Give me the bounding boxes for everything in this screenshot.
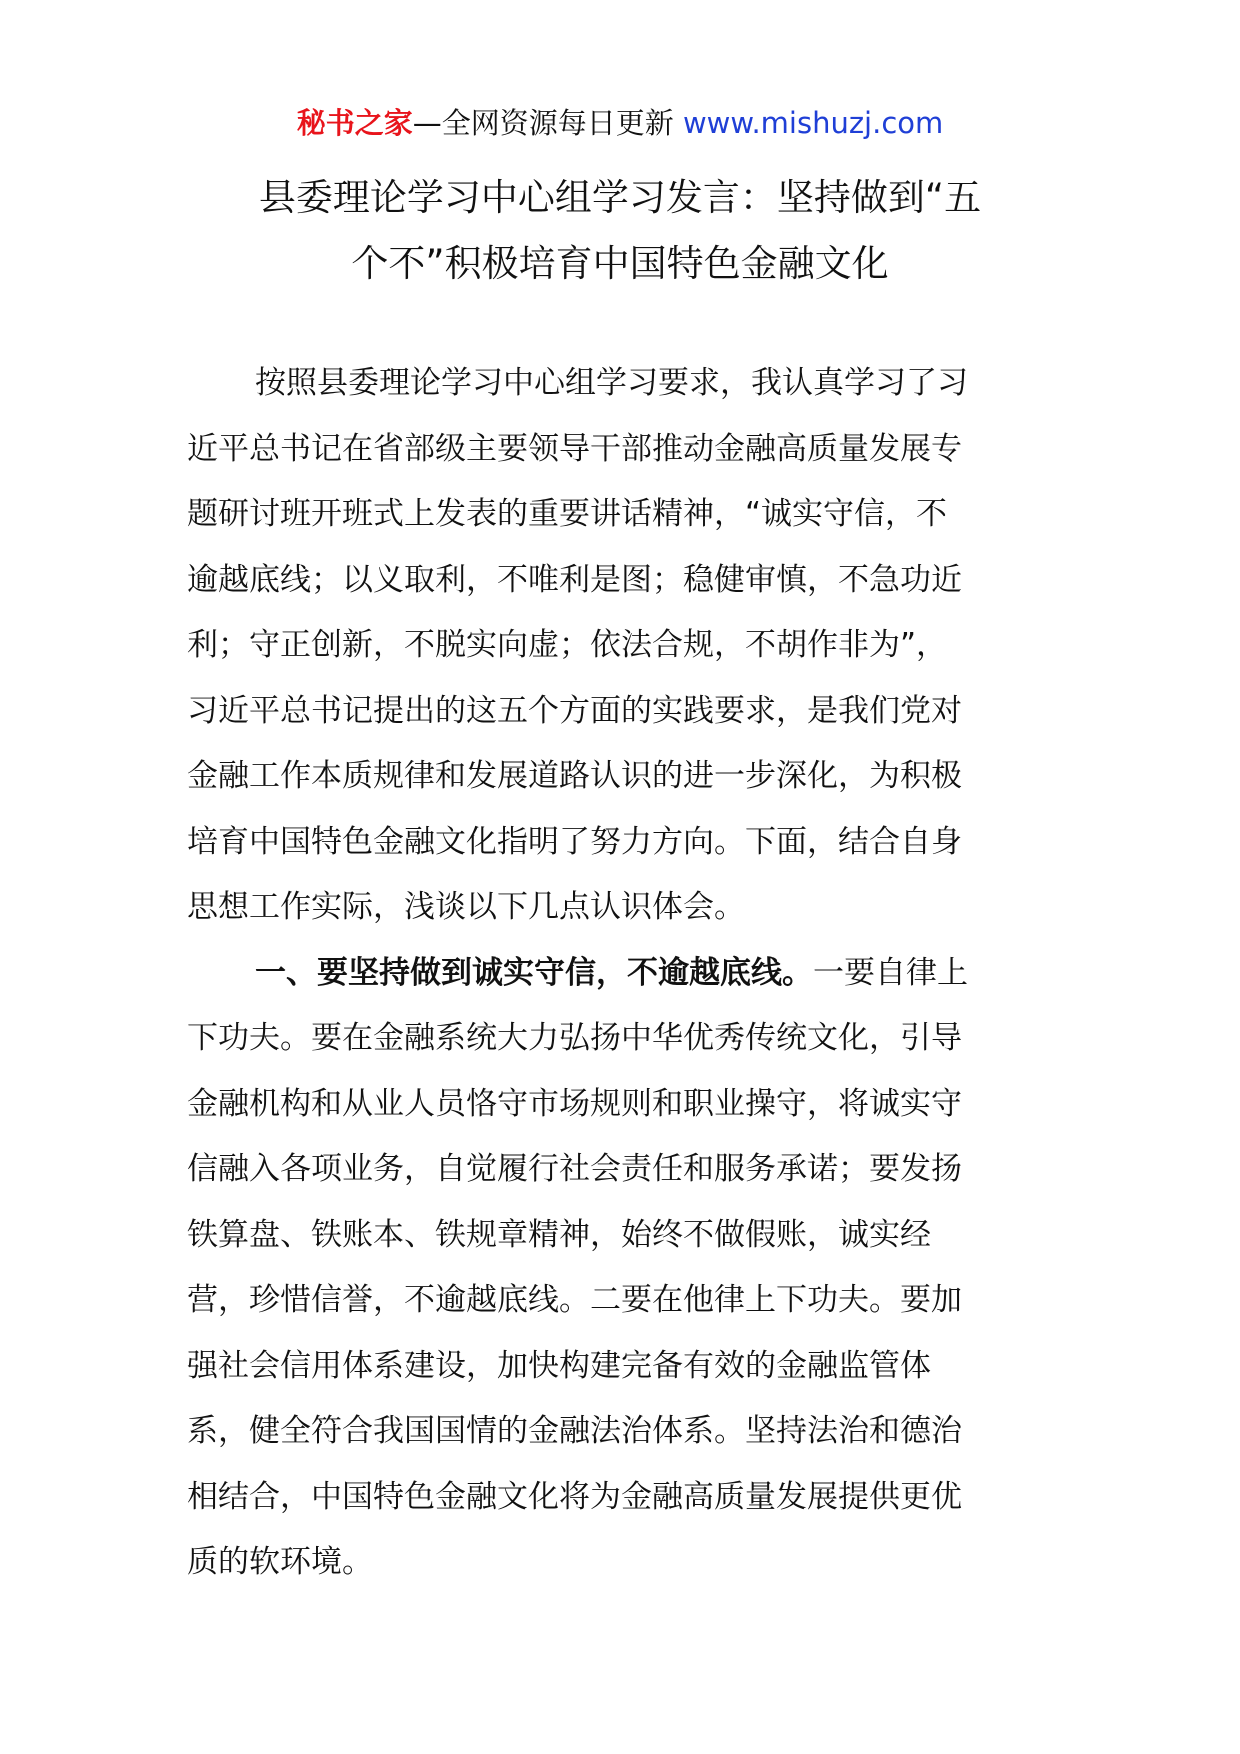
text-line: 培育中国特色金融文化指明了努力方向。下面，结合自身 xyxy=(187,823,962,860)
text-line: 信融入各项业务，自觉履行社会责任和服务承诺；要发扬 xyxy=(187,1151,962,1187)
text-span: 一要自律上 xyxy=(813,954,968,991)
text-line: 近平总书记在省部级主要领导干部推动金融高质量发展专 xyxy=(187,430,962,467)
text-line: 习近平总书记提出的这五个方面的实践要求，是我们党对 xyxy=(187,692,962,729)
section-heading: 一、要坚持做到诚实守信，不逾越底线。 xyxy=(255,954,813,991)
paragraph-intro xyxy=(187,351,1057,941)
text-line xyxy=(187,941,1057,1007)
site-brand: 秘书之家 xyxy=(296,106,413,140)
text-line: 相结合，中国特色金融文化将为金融高质量发展提供更优 xyxy=(187,1478,962,1515)
text-line: 思想工作实际，浅谈以下几点认识体会。 xyxy=(187,889,745,925)
paragraph-section-1 xyxy=(187,941,1057,1596)
title-line-2: 个不”积极培育中国特色金融文化 xyxy=(351,242,889,285)
title-line-1: 县委理论学习中心组学习发言：坚持做到“五 xyxy=(258,176,982,219)
site-header xyxy=(0,103,1240,143)
text-line: 逾越底线；以义取利，不唯利是图；稳健审慎，不急功近 xyxy=(187,561,962,598)
text-line: 按照县委理论学习中心组学习要求，我认真学习了习 xyxy=(255,365,968,401)
text-line: 质的软环境。 xyxy=(187,1544,373,1580)
text-line: 金融机构和从业人员恪守市场规则和职业操守，将诚实守 xyxy=(187,1085,962,1122)
text-line: 题研讨班开班式上发表的重要讲话精神，“诚实守信，不 xyxy=(187,496,948,532)
document-title xyxy=(150,165,1090,297)
text-line: 系，健全符合我国国情的金融法治体系。坚持法治和德治 xyxy=(187,1413,962,1449)
text-line: 金融工作本质规律和发展道路认识的进一步深化，为积极 xyxy=(187,758,962,794)
text-line: 强社会信用体系建设，加快构建完备有效的金融监管体 xyxy=(187,1347,931,1384)
text-line: 铁算盘、铁账本、铁规章精神，始终不做假账，诚实经 xyxy=(187,1216,931,1253)
site-tagline: —全网资源每日更新 xyxy=(412,106,683,140)
site-url-link[interactable]: www.mishuzj.com xyxy=(682,106,944,140)
document-body xyxy=(187,351,1057,1596)
text-line: 利；守正创新，不脱实向虚；依法合规，不胡作非为”， xyxy=(187,627,948,663)
text-line: 下功夫。要在金融系统大力弘扬中华优秀传统文化，引导 xyxy=(187,1020,962,1056)
text-line: 营，珍惜信誉，不逾越底线。二要在他律上下功夫。要加 xyxy=(187,1282,962,1318)
